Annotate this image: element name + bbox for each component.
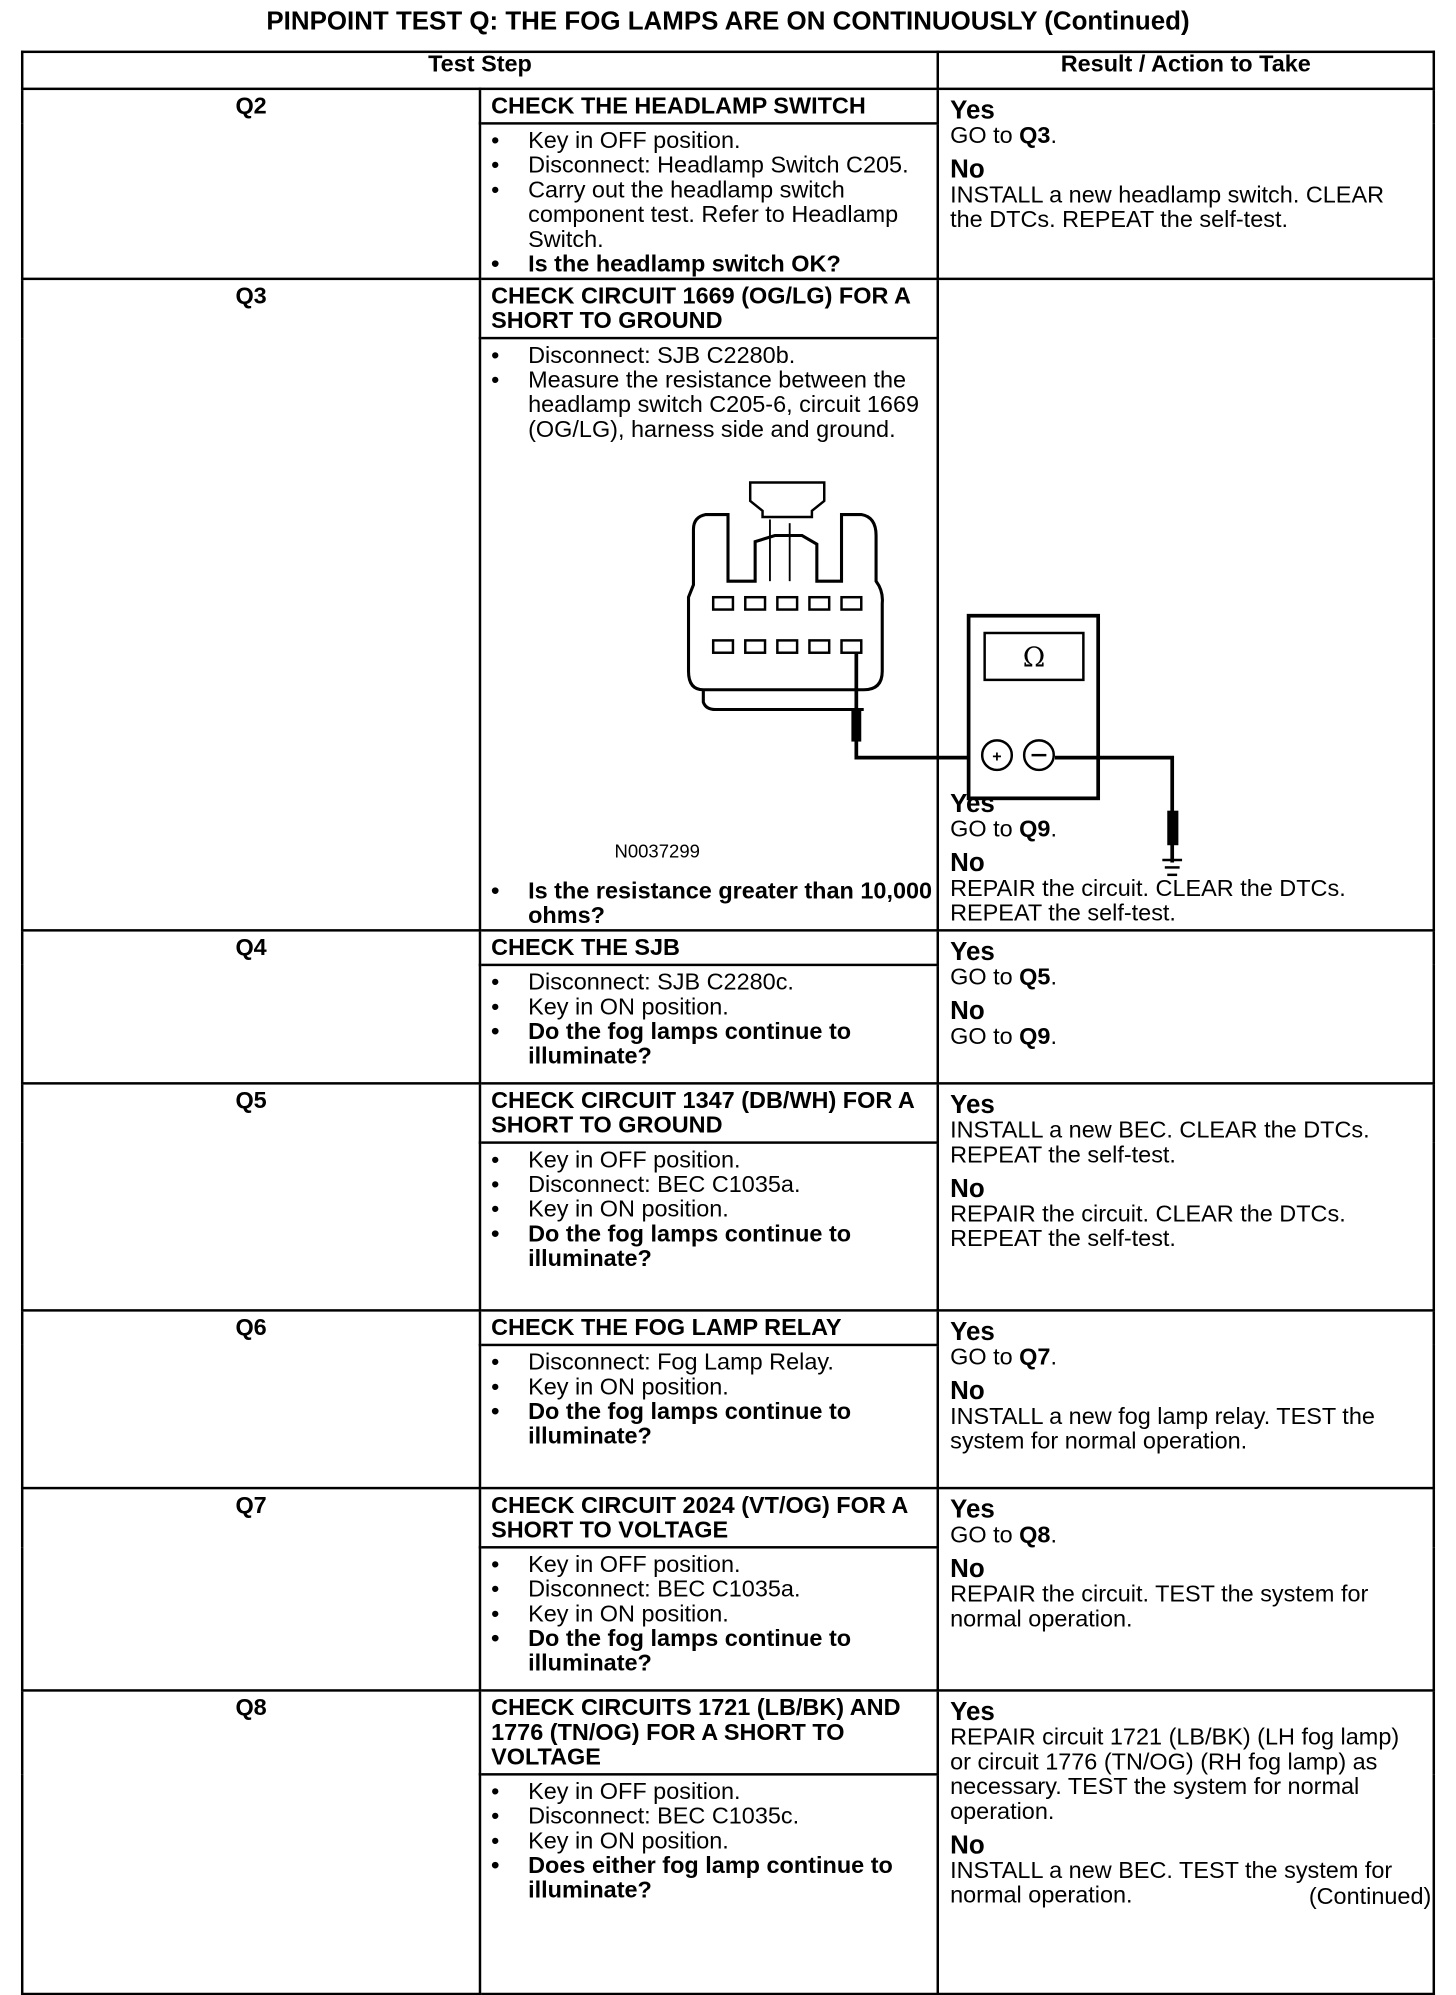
step-instruction: • Key in ON position. (491, 1376, 936, 1401)
result-action (950, 125, 1423, 150)
step-question: • Is the resistance greater than 10,000 ohms? (491, 880, 936, 929)
goto-step-link[interactable]: Q9 (1019, 816, 1051, 843)
step-header-row (22, 89, 1434, 124)
step-body (480, 1143, 938, 1311)
step-instruction: • Key in OFF position. (491, 1149, 936, 1174)
result-no (950, 998, 1423, 1050)
action-text: REPAIR the circuit. CLEAR the DTCs. REPEAT the self-test. (950, 1201, 1346, 1253)
result-yes (950, 1699, 1423, 1825)
step-question: • Do the fog lamps continue to illuminate? (491, 1223, 936, 1272)
result-actions (950, 1497, 1423, 1633)
result-actions (950, 1092, 1423, 1252)
step-heading: CHECK THE FOG LAMP RELAY (480, 1310, 938, 1345)
result-yes (950, 1319, 1423, 1371)
step-instruction: • Disconnect: SJB C2280b. (491, 344, 936, 369)
step-instructions (481, 1144, 936, 1272)
action-text: GO to (950, 1344, 1020, 1371)
result-label: No (950, 996, 985, 1026)
result-action (950, 1346, 1423, 1371)
step-instruction: • Key in ON position. (491, 1830, 936, 1855)
table-header-row (22, 52, 1434, 89)
step-body (480, 1774, 938, 1994)
action-end: . (1050, 1344, 1057, 1371)
result-action (950, 1203, 1423, 1252)
circuit-diagram-illustration (666, 468, 1209, 838)
result-label: No (950, 1377, 985, 1406)
step-instruction: • Key in OFF position. (491, 1553, 936, 1578)
result-label: No (950, 155, 985, 184)
action-text: GO to (950, 816, 1020, 843)
result-actions (950, 939, 1423, 1050)
result-label: No (950, 1831, 985, 1860)
step-instructions (481, 1346, 936, 1450)
result-yes (950, 97, 1423, 149)
step-result (938, 930, 1434, 1083)
action-text: REPAIR the circuit. TEST the system for normal operation. (950, 1581, 1369, 1633)
step-instructions (481, 1776, 936, 1904)
action-text: INSTALL a new fog lamp relay. TEST the system for normal operation. (950, 1404, 1375, 1455)
result-label: No (950, 848, 985, 878)
result-yes (950, 1092, 1423, 1169)
page-title: PINPOINT TEST Q: THE FOG LAMPS ARE ON CONTINUOUSLY (Continued) (266, 7, 1190, 36)
result-label: No (950, 1174, 985, 1204)
step-number: Q7 (22, 1488, 480, 1690)
result-label: No (950, 1554, 985, 1584)
step-question: • Do the fog lamps continue to illuminate? (491, 1400, 936, 1449)
result-action (950, 184, 1423, 233)
result-label: Yes (950, 789, 995, 819)
action-text: GO to (950, 123, 1020, 150)
step-number: Q8 (22, 1690, 480, 1994)
step-result (938, 1690, 1434, 1994)
step-instructions (481, 875, 936, 929)
result-action (950, 877, 1423, 926)
step-heading: CHECK CIRCUIT 1669 (OG/LG) FOR A SHORT TO GROUND (480, 279, 938, 338)
step-heading: CHECK THE SJB (480, 930, 938, 965)
result-label: Yes (950, 1697, 995, 1727)
step-number: Q3 (22, 279, 480, 930)
step-body (480, 1547, 938, 1690)
step-body (480, 123, 938, 278)
result-action (950, 1726, 1423, 1825)
result-action (950, 1405, 1423, 1454)
step-result (938, 1310, 1434, 1488)
step-result (938, 1488, 1434, 1690)
step-instructions (481, 966, 936, 1070)
action-end: . (1050, 1024, 1057, 1051)
result-action (950, 1119, 1423, 1168)
figure-caption: N0037299 (614, 841, 700, 863)
step-header-row (22, 1310, 1434, 1345)
step-header-row (22, 1690, 1434, 1774)
step-heading: CHECK CIRCUIT 1347 (DB/WH) FOR A SHORT TO GROUND (480, 1083, 938, 1142)
result-no (950, 1378, 1423, 1455)
step-instructions (481, 339, 936, 443)
step-instruction: • Disconnect: Fog Lamp Relay. (491, 1351, 936, 1376)
action-text: REPAIR circuit 1721 (LB/BK) (LH fog lamp) or circuit 1776 (TN/OG) (RH fog lamp) as necessary. TEST the system for normal operation. (950, 1724, 1400, 1825)
step-instructions (481, 1549, 936, 1677)
goto-step-link[interactable]: Q9 (1019, 1024, 1051, 1051)
action-text: INSTALL a new headlamp switch. CLEAR the DTCs. REPEAT the self-test. (950, 182, 1385, 234)
pinpoint-test-table (21, 51, 1435, 1995)
action-end: . (1050, 1522, 1057, 1549)
step-question: • Does either fog lamp continue to illuminate? (491, 1855, 936, 1904)
result-label: Yes (950, 937, 995, 967)
action-end: . (1050, 123, 1057, 150)
step-instruction: • Disconnect: BEC C1035a. (491, 1578, 936, 1603)
step-instruction: • Key in OFF position. (491, 1781, 936, 1806)
result-action (950, 1025, 1423, 1050)
step-instruction: • Key in ON position. (491, 1198, 936, 1223)
result-yes (950, 1497, 1423, 1549)
result-no (950, 850, 1423, 927)
step-question: • Do the fog lamps continue to illuminate? (491, 1020, 936, 1069)
result-actions (950, 1319, 1423, 1455)
step-heading: CHECK CIRCUIT 2024 (VT/OG) FOR A SHORT TO VOLTAGE (480, 1488, 938, 1547)
step-body (480, 1345, 938, 1488)
step-number: Q2 (22, 89, 480, 279)
result-label: Yes (950, 96, 995, 125)
step-question: • Is the headlamp switch OK? (491, 253, 936, 278)
action-text: REPAIR the circuit. CLEAR the DTCs. REPEAT the self-test. (950, 876, 1346, 927)
step-instruction: • Measure the resistance between the headlamp switch C205-6, circuit 1669 (OG/LG), harness side and ground. (491, 369, 936, 443)
result-actions (950, 1699, 1423, 1909)
svg-text:+: + (992, 747, 1002, 766)
step-instruction: • Disconnect: SJB C2280c. (491, 971, 936, 996)
action-text: GO to (950, 1024, 1020, 1051)
step-question: • Do the fog lamps continue to illuminate? (491, 1628, 936, 1677)
step-heading: CHECK THE HEADLAMP SWITCH (480, 89, 938, 124)
result-no (950, 157, 1423, 234)
step-instruction: • Disconnect: Headlamp Switch C205. (491, 154, 936, 179)
step-instruction: • Key in OFF position. (491, 130, 936, 155)
goto-step-link[interactable]: Q3 (1019, 123, 1051, 150)
goto-step-link[interactable]: Q5 (1019, 964, 1051, 991)
result-label: Yes (950, 1317, 995, 1347)
step-header-row (22, 279, 1434, 338)
step-header-row (22, 1488, 1434, 1547)
goto-step-link[interactable]: Q7 (1019, 1344, 1051, 1371)
ohm-symbol: Ω (1022, 642, 1046, 674)
column-header-test-step: Test Step (22, 52, 938, 89)
column-header-result: Result / Action to Take (938, 52, 1434, 89)
action-end: . (1050, 816, 1057, 843)
result-label: Yes (950, 1495, 995, 1524)
step-instruction: • Carry out the headlamp switch component test. Refer to Headlamp Switch. (491, 179, 936, 253)
goto-step-link[interactable]: Q8 (1019, 1522, 1051, 1549)
action-text: INSTALL a new BEC. TEST the system for normal operation. (950, 1858, 1393, 1909)
result-action (950, 1583, 1423, 1632)
result-action (950, 1524, 1423, 1549)
step-instruction: • Disconnect: BEC C1035a. (491, 1173, 936, 1198)
result-no (950, 1556, 1423, 1633)
step-header-row (22, 930, 1434, 965)
step-heading: CHECK CIRCUITS 1721 (LB/BK) AND 1776 (TN/OG) FOR A SHORT TO VOLTAGE (480, 1690, 938, 1774)
result-actions (950, 97, 1423, 233)
result-action (950, 966, 1423, 991)
result-yes (950, 939, 1423, 991)
step-number: Q6 (22, 1310, 480, 1488)
action-text: GO to (950, 964, 1020, 991)
action-text: GO to (950, 1522, 1020, 1549)
result-no (950, 1176, 1423, 1253)
step-instruction: • Disconnect: BEC C1035c. (491, 1805, 936, 1830)
step-instruction: • Key in ON position. (491, 996, 936, 1021)
step-body (480, 965, 938, 1083)
step-instruction: • Key in ON position. (491, 1603, 936, 1628)
step-number: Q5 (22, 1083, 480, 1310)
continued-label: (Continued) (1308, 1884, 1432, 1911)
step-instructions (481, 125, 936, 278)
step-result (938, 1083, 1434, 1310)
step-result (938, 89, 1434, 279)
action-end: . (1050, 964, 1057, 991)
step-header-row (22, 1083, 1434, 1142)
action-text: INSTALL a new BEC. CLEAR the DTCs. REPEAT the self-test. (950, 1117, 1370, 1169)
result-label: Yes (950, 1090, 995, 1120)
step-number: Q4 (22, 930, 480, 1083)
